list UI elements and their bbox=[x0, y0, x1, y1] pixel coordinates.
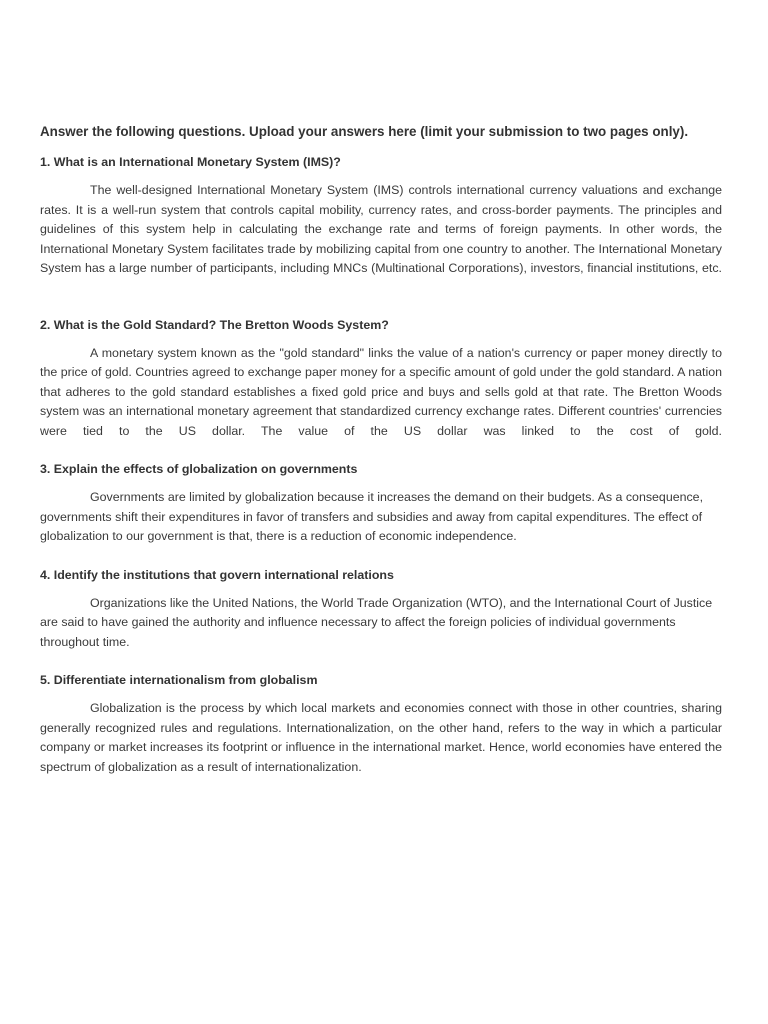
answer-text: Organizations like the United Nations, the World Trade Organization (WTO), and the International Court of Justice are said to have gained the authority and influence necessary to affect the foreign policies of individual governments throughout time. bbox=[40, 595, 713, 649]
question-title: 1. What is an International Monetary System (IMS)? bbox=[40, 155, 341, 169]
answer-text: Globalization is the process by which local markets and economies connect with those in other countries, sharing generally recognized rules and regulations. Internationalization, on the other hand, refers to the way in which a particular company or market increases its footprint or influence in the international market. Hence, world economies have entered the spectrum of globalization as a result of internationalization. bbox=[40, 701, 722, 774]
question-title: 3. Explain the effects of globalization on governments bbox=[40, 462, 358, 476]
question-title: 5. Differentiate internationalism from globalism bbox=[40, 673, 318, 687]
question-block-5 bbox=[40, 671, 722, 777]
document-page bbox=[40, 122, 722, 777]
answer-text: A monetary system known as the "gold standard" links the value of a nation's currency or paper money directly to the price of gold. Countries agreed to exchange paper money for a specific amount of gold under the gold standard. A nation that adheres to the gold standard establishes a fixed gold price and buys and sells gold at that rate. The Bretton Woods system was an international monetary agreement that standardized currency exchange rates. Different countries' currencies were tied to the US dollar. The value of the US dollar was linked to the cost of gold. bbox=[40, 345, 722, 438]
question-block-2 bbox=[40, 316, 722, 442]
answer-text: The well-designed International Monetary System (IMS) controls international currency valuations and exchange rates. It is a well-run system that controls capital mobility, currency rates, and cross-border payments. The principles and guidelines of this system help in calculating the exchange rate and terms of foreign payments. In other words, the International Monetary System facilitates trade by mobilizing capital from one country to another. The International Monetary System has a large number of participants, including MNCs (Multinational Corporations), investors, financial institutions, etc. bbox=[40, 183, 722, 275]
instructions: Answer the following questions. Upload your answers here (limit your submission to two pages only). bbox=[40, 124, 689, 139]
answer-text: Governments are limited by globalization because it increases the demand on their budgets. As a consequence, governments shift their expenditures in favor of transfers and subsidies and away from capital expenditures. The effect of globalization to our government is that, there is a reduction of economic independence. bbox=[40, 490, 704, 543]
question-block-4 bbox=[40, 566, 722, 653]
question-block-1 bbox=[40, 153, 722, 279]
question-title: 2. What is the Gold Standard? The Bretton Woods System? bbox=[40, 317, 389, 332]
question-title: 4. Identify the institutions that govern international relations bbox=[40, 567, 394, 582]
question-block-3 bbox=[40, 460, 722, 547]
